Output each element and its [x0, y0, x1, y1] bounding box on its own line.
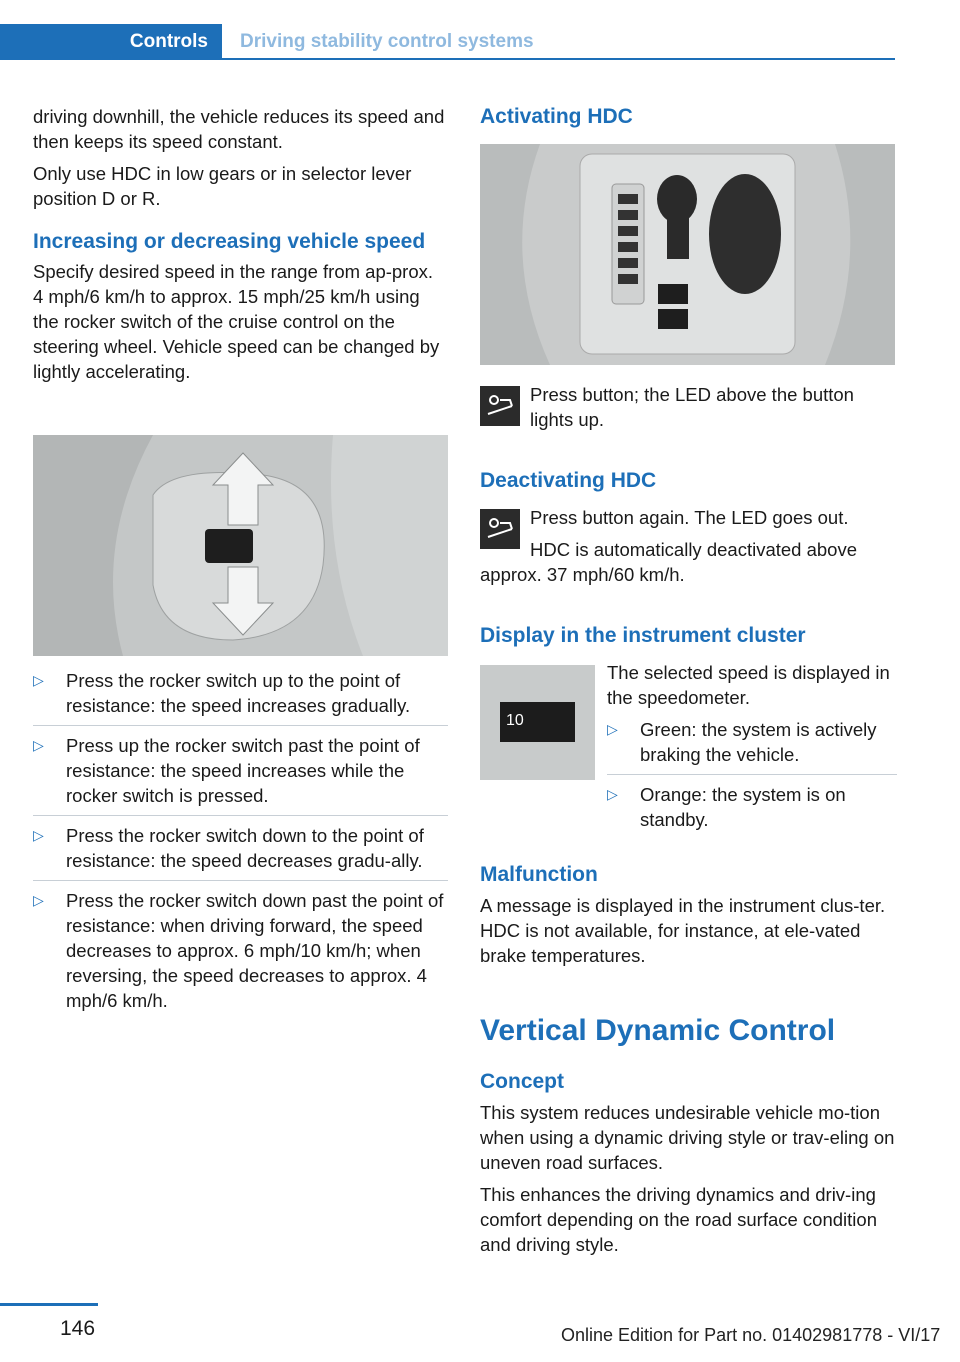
left-column-top	[33, 104, 448, 391]
speed-paragraph: Specify desired speed in the range from ap-prox. 4 mph/6 km/h to approx. 15 mph/25 km/h using the rocker switch of the cruise control on the steering wheel. Vehicle speed can be changed by lightly accelerating.	[33, 261, 440, 382]
speed-heading: Increasing or decreasing vehicle speed	[33, 230, 426, 253]
page-header	[0, 24, 895, 62]
list-item: ▷ Green: the system is actively braking the vehicle.	[607, 717, 897, 775]
hdc-display-icon: 10	[500, 702, 575, 742]
header-rule	[222, 58, 895, 60]
concept-heading: Concept	[480, 1070, 564, 1093]
arrow-marker-icon: ▷	[33, 892, 44, 908]
arrow-marker-icon: ▷	[33, 737, 44, 753]
steering-wheel-image	[33, 435, 448, 656]
deactivating-hdc-heading: Deactivating HDC	[480, 469, 657, 492]
list-item: ▷ Press the rocker switch down past the point of resistance: when driving forward, the speed decreases to approx. 6 mph/10 km/h; when reversing, the speed decreases to approx. 4 mph/6 km/h.	[33, 890, 444, 1011]
rocker-instructions	[33, 668, 448, 1027]
footer-rule	[0, 1303, 98, 1306]
display-heading: Display in the instrument cluster	[480, 624, 806, 647]
list-item: ▷ Press the rocker switch up to the point of resistance: the speed increases gradually.	[33, 668, 448, 726]
display-section: The selected speed is displayed in the speedometer. ▷ Green: the system is actively braking the vehicle. ▷ Orange: the system is on standby.	[607, 660, 897, 846]
list-item: ▷ Press up the rocker switch past the point of resistance: the speed increases while the rocker switch is pressed.	[33, 733, 448, 816]
hdc-button-icon	[480, 386, 520, 426]
cluster-display-image	[480, 665, 595, 780]
intro-paragraph-2: Only use HDC in low gears or in selector lever position D or R.	[33, 163, 412, 209]
list-item: ▷ Press the rocker switch down to the point of resistance: the speed decreases gradu-ally.	[33, 823, 448, 881]
malfunction-section: Malfunction A message is displayed in the instrument clus-ter. HDC is not available, for instance, at ele-vated brake temperatures.	[480, 862, 895, 975]
subsection-title: Driving stability control systems	[240, 31, 534, 52]
arrow-marker-icon: ▷	[607, 721, 618, 737]
center-console-image	[480, 144, 895, 365]
activate-instruction: Press button; the LED above the button lights up.	[530, 384, 854, 430]
display-list	[607, 717, 897, 839]
deactivate-line1: Press button again. The LED goes out.	[530, 507, 849, 528]
section-tab: Controls	[0, 24, 222, 60]
edition-note: Online Edition for Part no. 01402981778 - VI/17	[561, 1325, 941, 1345]
deactivate-line2: HDC is automatically deactivated above approx. 37 mph/60 km/h.	[480, 539, 857, 585]
vdc-heading: Vertical Dynamic Control	[480, 1014, 836, 1047]
arrow-marker-icon: ▷	[607, 786, 618, 802]
rocker-list	[33, 668, 448, 1020]
vdc-section: Vertical Dynamic Control Concept This system reduces undesirable vehicle mo-tion when using a dynamic driving style or trav-eling on uneven road surfaces. This enhances the driving dynamics and driv-ing comfort depending on the road surface condition and driving style.	[480, 1014, 895, 1255]
list-item: ▷ Orange: the system is on standby.	[607, 784, 846, 830]
activating-hdc-heading: Activating HDC	[480, 105, 633, 128]
arrow-marker-icon: ▷	[33, 672, 44, 688]
malfunction-heading: Malfunction	[480, 863, 598, 886]
intro-paragraph: driving downhill, the vehicle reduces its speed and then keeps its speed constant.	[33, 106, 445, 152]
page-number: 146	[60, 1317, 96, 1340]
arrow-marker-icon: ▷	[33, 827, 44, 843]
